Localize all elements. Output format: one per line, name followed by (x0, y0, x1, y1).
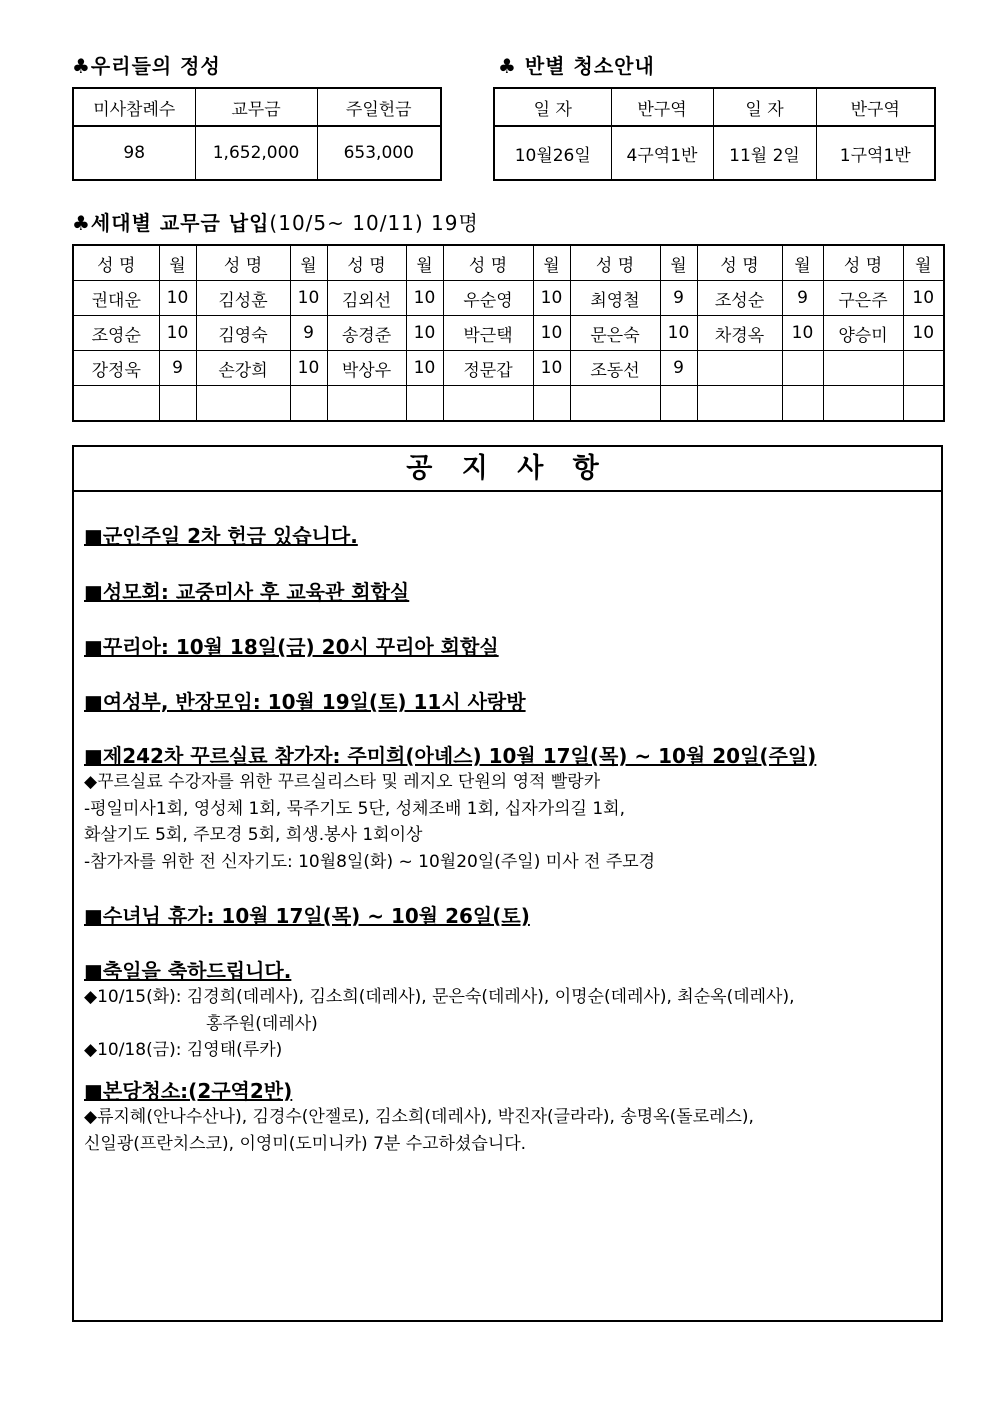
cleaning-section-title: ♣ 반별 청소안내 (498, 54, 655, 78)
notice-item-line: 신일광(프란치스코), 이영미(도미니카) 7분 수고하셨습니다. (84, 1133, 527, 1154)
paid-months: 10 (290, 281, 327, 316)
dues-header-name: 성 명 (823, 245, 903, 281)
paid-months: 10 (290, 351, 327, 386)
member-name: 손강희 (196, 351, 290, 386)
paid-months: 10 (159, 281, 196, 316)
table-row (73, 386, 944, 422)
member-name: 강정욱 (73, 351, 159, 386)
member-name: 문은숙 (570, 316, 660, 351)
paid-months: 10 (782, 316, 823, 351)
notice-item-title: ■제242차 꾸르실료 참가자: 주미희(아녜스) 10월 17일(목) ~ 10월 20일(주일) (84, 744, 817, 768)
notice-item-line: ◆10/18(금): 김영태(루카) (84, 1040, 283, 1060)
member-name: 조성순 (697, 281, 782, 316)
paid-months: 10 (660, 316, 697, 351)
member-name: 조영순 (73, 316, 159, 351)
paid-months: 9 (660, 281, 697, 316)
member-name: 정문갑 (443, 351, 533, 386)
dues-header-name: 성 명 (443, 245, 533, 281)
dues-header-month: 월 (533, 245, 570, 281)
table-row (73, 316, 944, 351)
member-name (443, 386, 533, 422)
member-name: 박근택 (443, 316, 533, 351)
notice-box (72, 445, 943, 1322)
notice-item-title: ■군인주일 2차 헌금 있습니다. (84, 524, 358, 548)
offering-header: 교무금 (195, 88, 317, 126)
mass-attendance-value: 98 (73, 126, 195, 180)
dues-header-name: 성 명 (327, 245, 406, 281)
notice-item-title: ■축일을 축하드립니다. (84, 959, 292, 983)
member-name (73, 386, 159, 422)
notice-item-line: 화살기도 5회, 주모경 5회, 희생.봉사 1회이상 (84, 825, 423, 845)
paid-months (660, 386, 697, 422)
notice-item-title: ■성모회: 교중미사 후 교육관 회합실 (84, 580, 410, 604)
dues-title-main: ♣세대별 교무금 납입 (72, 211, 270, 235)
member-name (697, 351, 782, 386)
paid-months (533, 386, 570, 422)
paid-months: 10 (406, 351, 443, 386)
member-name: 조동선 (570, 351, 660, 386)
cleaning-header: 반구역 (816, 88, 935, 126)
cleaning-date: 11월 2일 (713, 126, 816, 180)
dues-header-month: 월 (406, 245, 443, 281)
member-name: 최영철 (570, 281, 660, 316)
notice-item-line: ◆10/15(화): 김경희(데레사), 김소희(데레사), 문은숙(데레사), 이명순(데레사), 최순옥(데레사), (84, 987, 795, 1007)
paid-months (903, 351, 944, 386)
notice-item-title: ■여성부, 반장모임: 10월 19일(토) 11시 사랑방 (84, 690, 526, 714)
member-name: 구은주 (823, 281, 903, 316)
dues-header-month: 월 (660, 245, 697, 281)
paid-months: 10 (533, 281, 570, 316)
dues-header-month: 월 (159, 245, 196, 281)
cleaning-header: 일 자 (713, 88, 816, 126)
notice-item-line: ◆류지혜(안나수산나), 김경수(안젤로), 김소희(데레사), 박진자(글라라), 송명옥(돌로레스), (84, 1107, 754, 1127)
paid-months (782, 386, 823, 422)
dues-header-name: 성 명 (196, 245, 290, 281)
member-name: 송경준 (327, 316, 406, 351)
notice-item-line: -참가자를 위한 전 신자기도: 10월8일(화) ~ 10월20일(주일) 미사 전 주모경 (84, 851, 656, 872)
paid-months: 9 (782, 281, 823, 316)
member-name (823, 351, 903, 386)
cleaning-table (493, 87, 936, 181)
dues-total-value: 1,652,000 (195, 126, 317, 180)
paid-months: 10 (159, 316, 196, 351)
notice-item-line: ◆꾸르실료 수강자를 위한 꾸르실리스타 및 레지오 단원의 영적 빨랑카 (84, 772, 601, 792)
member-name (196, 386, 290, 422)
offering-table (72, 87, 442, 181)
notice-item-line: -평일미사1회, 영성체 1회, 묵주기도 5단, 성체조배 1회, 십자가의길 1회, (84, 798, 626, 819)
paid-months (290, 386, 327, 422)
dues-header-month: 월 (903, 245, 944, 281)
dues-table (72, 244, 945, 422)
paid-months: 10 (533, 316, 570, 351)
member-name: 김성훈 (196, 281, 290, 316)
member-name: 김영숙 (196, 316, 290, 351)
paid-months (406, 386, 443, 422)
member-name: 박상우 (327, 351, 406, 386)
member-name: 김외선 (327, 281, 406, 316)
paid-months (903, 386, 944, 422)
cleaning-group: 4구역1반 (611, 126, 713, 180)
member-name: 차경옥 (697, 316, 782, 351)
paid-months: 10 (903, 316, 944, 351)
cleaning-date: 10월26일 (494, 126, 611, 180)
cleaning-header: 일 자 (494, 88, 611, 126)
table-row (73, 281, 944, 316)
paid-months (159, 386, 196, 422)
notice-item-title: ■꾸리아: 10월 18일(금) 20시 꾸리아 회합실 (84, 635, 499, 659)
dues-header-name: 성 명 (697, 245, 782, 281)
paid-months: 9 (159, 351, 196, 386)
paid-months: 10 (406, 281, 443, 316)
dues-section-title (72, 207, 479, 236)
dues-title-period: (10/5~ 10/11) 19명 (269, 211, 479, 235)
member-name (823, 386, 903, 422)
sunday-offering-value: 653,000 (317, 126, 441, 180)
paid-months: 10 (533, 351, 570, 386)
notice-item-title: ■수녀님 휴가: 10월 17일(목) ~ 10월 26일(토) (84, 904, 530, 928)
offering-header: 미사참례수 (73, 88, 195, 126)
paid-months (782, 351, 823, 386)
dues-header-month: 월 (290, 245, 327, 281)
dues-header-name: 성 명 (73, 245, 159, 281)
dues-header-row (73, 245, 944, 281)
paid-months: 9 (290, 316, 327, 351)
dues-header-name: 성 명 (570, 245, 660, 281)
cleaning-group: 1구역1반 (816, 126, 935, 180)
paid-months: 9 (660, 351, 697, 386)
member-name: 우순영 (443, 281, 533, 316)
table-row (73, 351, 944, 386)
notice-heading: 공 지 사 항 (74, 447, 941, 492)
member-name (697, 386, 782, 422)
member-name: 양승미 (823, 316, 903, 351)
dues-header-month: 월 (782, 245, 823, 281)
member-name (570, 386, 660, 422)
cleaning-header: 반구역 (611, 88, 713, 126)
notice-item-line: 홍주원(데레사) (206, 1013, 318, 1034)
member-name (327, 386, 406, 422)
member-name: 권대운 (73, 281, 159, 316)
paid-months: 10 (903, 281, 944, 316)
notice-item-title: ■본당청소:(2구역2반) (84, 1079, 293, 1103)
offering-section-title: ♣우리들의 정성 (72, 54, 221, 78)
paid-months: 10 (406, 316, 443, 351)
offering-header: 주일헌금 (317, 88, 441, 126)
